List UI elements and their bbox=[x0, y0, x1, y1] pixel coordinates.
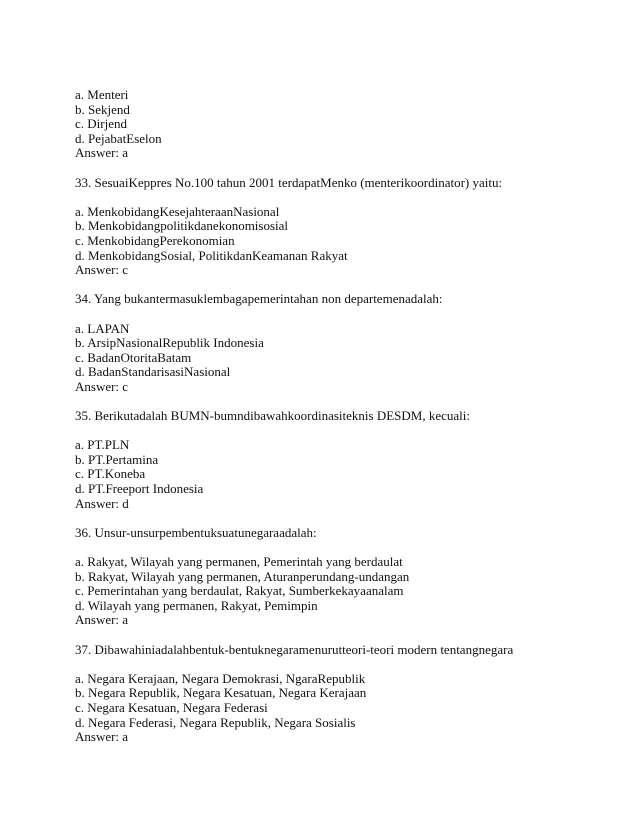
answer-line: Answer: c bbox=[75, 262, 129, 278]
answer-line: Answer: a bbox=[75, 729, 129, 745]
option-line: a. Menteri bbox=[75, 87, 129, 102]
option-line: c. PT.Koneba bbox=[75, 466, 146, 482]
question-text: 35. Berikutadalah BUMN-bumndibawahkoordinasiteknis DESDM, kecuali: bbox=[75, 408, 470, 424]
option-line: b. Menkobidangpolitikdanekonomisosial bbox=[75, 218, 289, 234]
intro-block bbox=[75, 88, 615, 161]
option-line: a. LAPAN bbox=[75, 320, 130, 336]
spacer bbox=[75, 307, 615, 322]
option-line: a. PT.PLN bbox=[75, 437, 130, 453]
answer-line: Answer: c bbox=[75, 378, 129, 394]
answer-line: Answer: d bbox=[75, 495, 129, 511]
option-line: d. Wilayah yang permanen, Rakyat, Pemimpin bbox=[75, 597, 318, 613]
option-line: d. PejabatEselon bbox=[75, 130, 162, 146]
option-line: c. Pemerintahan yang berdaulat, Rakyat, Sumberkekayaanalam bbox=[75, 583, 404, 599]
answer-line: Answer: a bbox=[75, 612, 129, 628]
option-line: a. MenkobidangKesejahteraanNasional bbox=[75, 203, 280, 219]
option-line: c. Negara Kesatuan, Negara Federasi bbox=[75, 699, 268, 715]
option-line: a. Negara Kerajaan, Negara Demokrasi, NgaraRepublik bbox=[75, 670, 366, 686]
spacer bbox=[75, 540, 615, 555]
document-page bbox=[75, 88, 615, 745]
question-text: 36. Unsur-unsurpembentuksuatunegaraadalah: bbox=[75, 524, 317, 540]
option-line: c. MenkobidangPerekonomian bbox=[75, 232, 235, 248]
question-block-33 bbox=[75, 176, 615, 278]
spacer bbox=[75, 278, 615, 293]
option-line: d. BadanStandarisasiNasional bbox=[75, 364, 231, 380]
option-line: c. Dirjend bbox=[75, 116, 127, 132]
spacer bbox=[75, 511, 615, 526]
option-line: d. MenkobidangSosial, PolitikdanKeamanan Rakyat bbox=[75, 247, 348, 263]
option-line: b. PT.Pertamina bbox=[75, 451, 159, 467]
option-line: d. PT.Freeport Indonesia bbox=[75, 481, 204, 497]
spacer bbox=[75, 628, 615, 643]
question-text: 34. Yang bukantermasuklembagapemerintahan non departemenadalah: bbox=[75, 291, 443, 307]
option-line: c. BadanOtoritaBatam bbox=[75, 349, 192, 365]
option-line: b. ArsipNasionalRepublik Indonesia bbox=[75, 335, 264, 351]
spacer bbox=[75, 190, 615, 205]
option-line: b. Sekjend bbox=[75, 101, 130, 117]
answer-line: Answer: a bbox=[75, 145, 129, 161]
question-block-36 bbox=[75, 526, 615, 628]
question-block-34 bbox=[75, 292, 615, 394]
spacer bbox=[75, 394, 615, 409]
question-text: 37. Dibawahiniadalahbentuk-bentuknegaramenurutteori-teori modern tentangnegara bbox=[75, 641, 514, 657]
spacer bbox=[75, 424, 615, 439]
question-block-37 bbox=[75, 643, 615, 745]
option-line: b. Negara Republik, Negara Kesatuan, Negara Kerajaan bbox=[75, 685, 367, 701]
option-line: d. Negara Federasi, Negara Republik, Negara Sosialis bbox=[75, 714, 356, 730]
spacer bbox=[75, 161, 615, 176]
option-line: a. Rakyat, Wilayah yang permanen, Pemerintah yang berdaulat bbox=[75, 554, 403, 569]
option-line: b. Rakyat, Wilayah yang permanen, Aturanperundang-undangan bbox=[75, 568, 410, 584]
spacer bbox=[75, 657, 615, 672]
question-block-35 bbox=[75, 409, 615, 511]
question-text: 33. SesuaiKeppres No.100 tahun 2001 terdapatMenko (menterikoordinator) yaitu: bbox=[75, 174, 503, 190]
